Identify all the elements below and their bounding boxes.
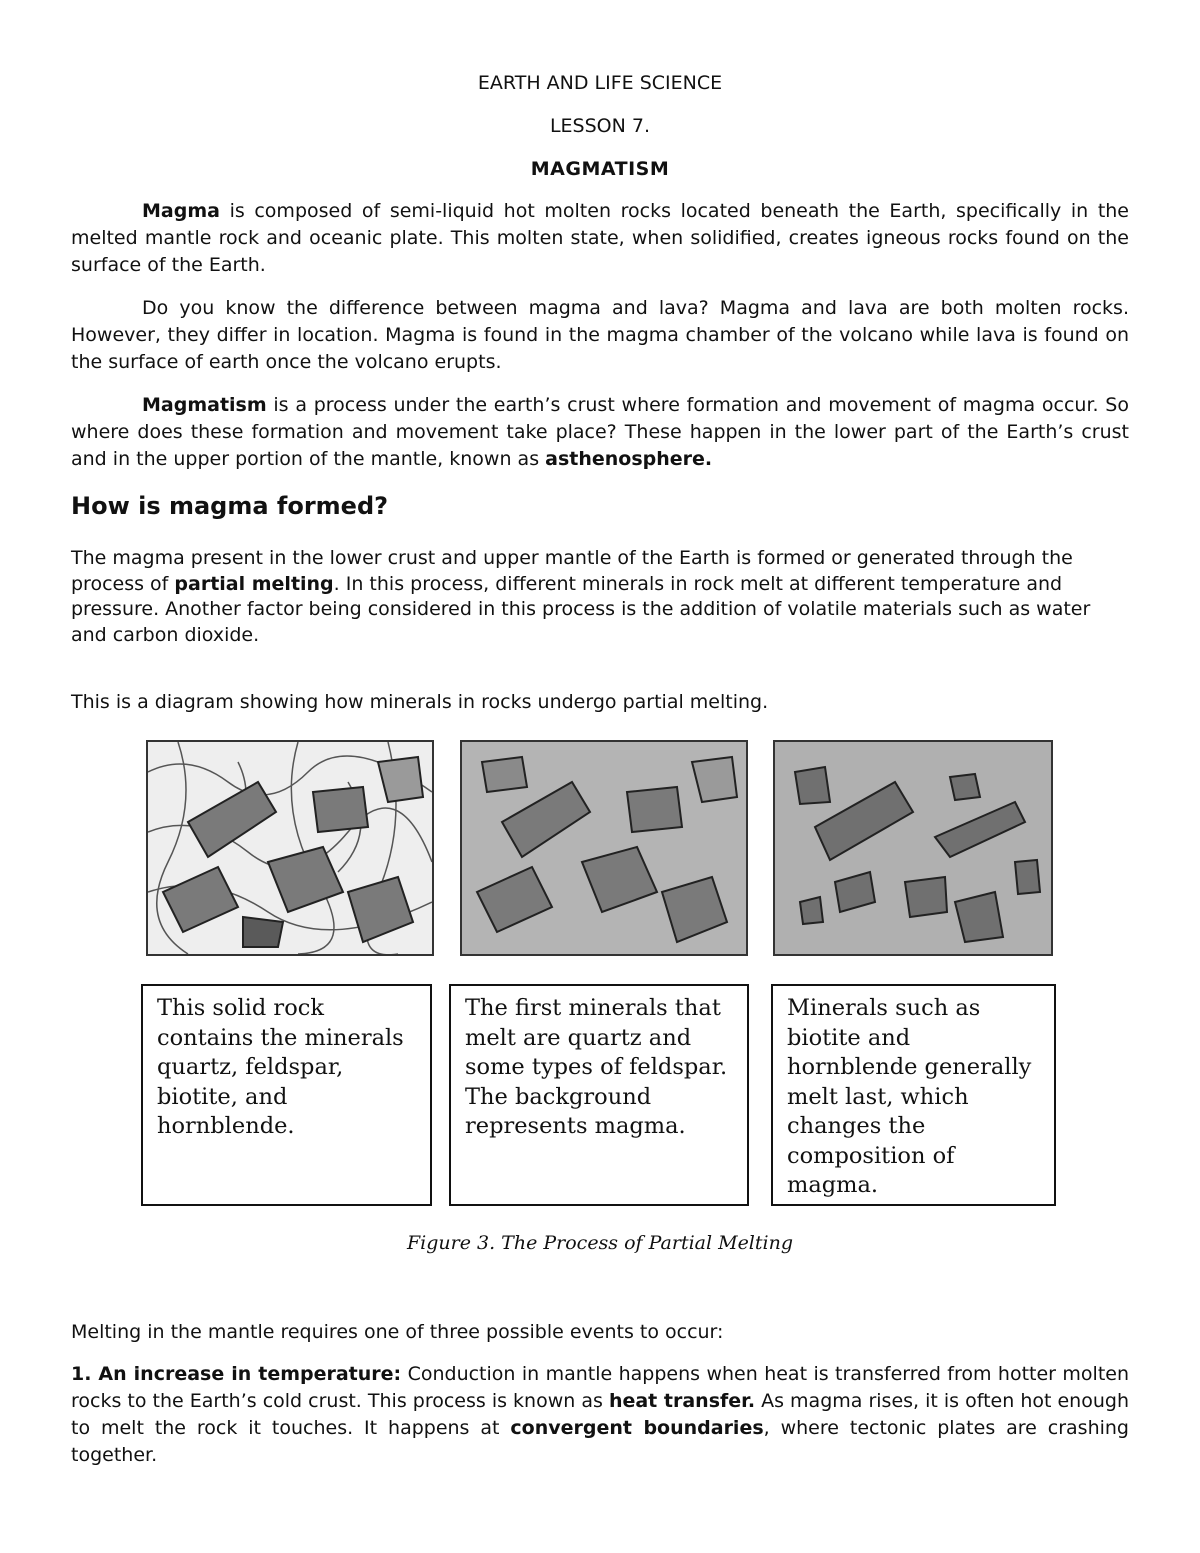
lesson-number: LESSON 7.	[549, 115, 651, 137]
panel-1-caption-box: This solid rock contains the minerals quartz, feldspar, biotite, and hornblende.	[141, 984, 432, 1206]
intro-paragraph-3-text: is a process under the earth’s crust where formation and movement of magma occur. So where does these formation and movement take place? These happen in the lower part of the Earth’s crust and in the upper portion of the mantle, known as	[71, 394, 1129, 470]
figure-caption: Figure 3. The Process of Partial Melting	[406, 1232, 793, 1254]
section-paragraph-text-b: . In this process, different minerals in rock melt at different temperature and pressure. Another factor being considered in this process is the addition of volatile materials such as water and carbon dioxide.	[71, 572, 1091, 646]
section-heading: How is magma formed?	[71, 492, 389, 520]
solid-rock-illustration	[148, 742, 432, 954]
item-1-text-b: As magma rises, it is often hot enough to melt the rock it touches. It happens at	[71, 1390, 1129, 1439]
rock-panel-solid	[146, 740, 434, 956]
intro-paragraph-1	[71, 198, 1129, 279]
melting-item-1	[71, 1361, 1129, 1469]
term-convergent-boundaries: convergent boundaries	[510, 1417, 764, 1439]
section-paragraph-text-a: The magma present in the lower crust and upper mantle of the Earth is formed or generated through the process of	[71, 547, 1073, 595]
term-magmatism: Magmatism	[142, 394, 267, 416]
partial-melt-illustration	[462, 742, 746, 954]
panel-2-caption-box: The first minerals that melt are quartz and some types of feldspar. The background represents magma.	[449, 984, 749, 1206]
section-paragraph	[71, 546, 1129, 648]
intro-paragraph-1-text: is composed of semi-liquid hot molten rocks located beneath the Earth, specifically in the melted mantle rock and oceanic plate. This molten state, when solidified, creates igneous rocks found on the surface of the Earth.	[71, 200, 1129, 276]
rock-panel-partial-melt	[460, 740, 748, 956]
page-title: MAGMATISM	[530, 158, 670, 180]
panel-3-caption-box: Minerals such as biotite and hornblende generally melt last, which changes the composition of magma.	[771, 984, 1056, 1206]
intro-paragraph-3	[71, 392, 1129, 473]
term-magma: Magma	[142, 200, 220, 222]
late-melt-illustration	[775, 742, 1051, 954]
item-1-label: 1. An increase in temperature:	[71, 1363, 402, 1385]
rock-panel-late-melt	[773, 740, 1053, 956]
intro-paragraph-2: Do you know the difference between magma and lava? Magma and lava are both molten rocks. However, they differ in location. Magma is found in the magma chamber of the volcano while lava is found on the surface of earth once the volcano erupts.	[71, 297, 1129, 373]
item-1-text-a: Conduction in mantle happens when heat is transferred from hotter molten rocks to the Earth’s cold crust. This process is known as	[71, 1363, 1129, 1412]
term-heat-transfer: heat transfer.	[608, 1390, 756, 1412]
term-partial-melting: partial melting	[174, 572, 334, 595]
subject-heading: EARTH AND LIFE SCIENCE	[477, 72, 723, 94]
diagram-intro: This is a diagram showing how minerals in rocks undergo partial melting.	[71, 691, 769, 713]
melting-intro: Melting in the mantle requires one of three possible events to occur:	[71, 1321, 724, 1343]
item-1-text-c: , where tectonic plates are crashing together.	[71, 1417, 1129, 1466]
term-asthenosphere: asthenosphere.	[545, 448, 713, 470]
